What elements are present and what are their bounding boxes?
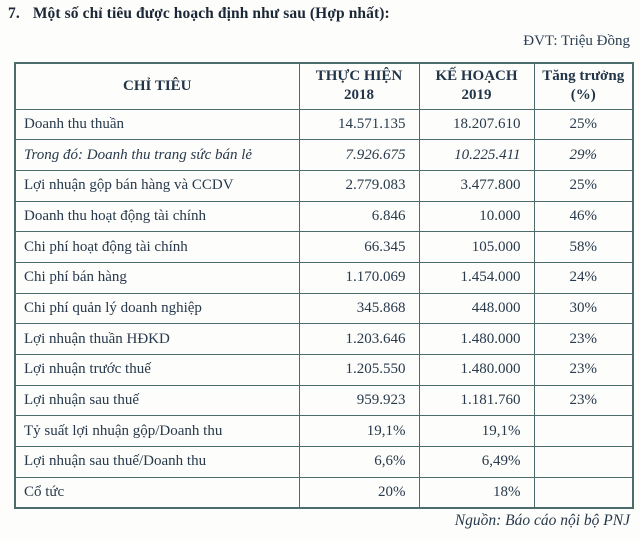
source-note: Nguồn: Báo cáo nội bộ PNJ bbox=[454, 512, 630, 529]
section-heading bbox=[8, 5, 632, 23]
plan-2019-cell: 1.480.000 bbox=[419, 324, 534, 355]
table-row bbox=[15, 262, 633, 293]
actual-2018-cell: 19,1% bbox=[299, 416, 419, 447]
plan-2019-cell: 3.477.800 bbox=[419, 170, 534, 201]
table-row bbox=[15, 140, 633, 171]
row-label: Chi phí bán hàng bbox=[15, 262, 299, 293]
table-row bbox=[15, 355, 633, 386]
row-label: Lợi nhuận sau thuế/Doanh thu bbox=[15, 447, 299, 478]
growth-cell: 25% bbox=[534, 170, 633, 201]
column-header-chi-tieu bbox=[15, 63, 299, 109]
column-header-label: Tăng trưởng bbox=[542, 67, 625, 84]
row-label: Lợi nhuận thuần HĐKD bbox=[15, 324, 299, 355]
plan-2019-cell: 1.480.000 bbox=[419, 355, 534, 386]
plan-2019-cell: 10.225.411 bbox=[419, 140, 534, 171]
actual-2018-cell: 2.779.083 bbox=[299, 170, 419, 201]
plan-2019-cell: 1.454.000 bbox=[419, 262, 534, 293]
column-header-label: THỰC HIỆN bbox=[315, 67, 403, 84]
header-row bbox=[15, 63, 633, 109]
table-row bbox=[15, 293, 633, 324]
table-row bbox=[15, 232, 633, 263]
table-row bbox=[15, 447, 633, 478]
table-row bbox=[15, 201, 633, 232]
growth-cell bbox=[534, 416, 633, 447]
column-header-tang-truong bbox=[534, 63, 633, 109]
row-label: Lợi nhuận sau thuế bbox=[15, 385, 299, 416]
actual-2018-cell: 6.846 bbox=[299, 201, 419, 232]
actual-2018-cell: 1.170.069 bbox=[299, 262, 419, 293]
row-label: Trong đó: Doanh thu trang sức bán lẻ bbox=[15, 140, 299, 171]
growth-cell: 46% bbox=[534, 201, 633, 232]
column-header-ke-hoach-2019 bbox=[419, 63, 534, 109]
column-header-sublabel: 2019 bbox=[461, 87, 492, 104]
plan-2019-cell: 19,1% bbox=[419, 416, 534, 447]
growth-cell: 29% bbox=[534, 140, 633, 171]
growth-cell: 23% bbox=[534, 355, 633, 386]
plan-2019-cell: 18.207.610 bbox=[419, 109, 534, 140]
table-row bbox=[15, 416, 633, 447]
actual-2018-cell: 6,6% bbox=[299, 447, 419, 478]
actual-2018-cell: 1.203.646 bbox=[299, 324, 419, 355]
actual-2018-cell: 20% bbox=[299, 477, 419, 508]
table-row bbox=[15, 385, 633, 416]
page-title: Một số chỉ tiêu được hoạch định như sau (Hợp nhất): bbox=[32, 5, 390, 22]
column-header-label: KẾ HOẠCH bbox=[435, 67, 518, 84]
growth-cell: 23% bbox=[534, 324, 633, 355]
row-label: Chi phí quản lý doanh nghiệp bbox=[15, 293, 299, 324]
row-label: Doanh thu hoạt động tài chính bbox=[15, 201, 299, 232]
table-row bbox=[15, 109, 633, 140]
table-row bbox=[15, 477, 633, 508]
actual-2018-cell: 14.571.135 bbox=[299, 109, 419, 140]
actual-2018-cell: 1.205.550 bbox=[299, 355, 419, 386]
row-label: Lợi nhuận gộp bán hàng và CCDV bbox=[15, 170, 299, 201]
plan-2019-cell: 1.181.760 bbox=[419, 385, 534, 416]
growth-cell: 25% bbox=[534, 109, 633, 140]
plan-2019-cell: 6,49% bbox=[419, 447, 534, 478]
column-header-label: CHỈ TIÊU bbox=[123, 77, 192, 94]
actual-2018-cell: 959.923 bbox=[299, 385, 419, 416]
row-label: Chi phí hoạt động tài chính bbox=[15, 232, 299, 263]
row-label: Lợi nhuận trước thuế bbox=[15, 355, 299, 386]
table-row bbox=[15, 170, 633, 201]
growth-cell: 58% bbox=[534, 232, 633, 263]
actual-2018-cell: 345.868 bbox=[299, 293, 419, 324]
actual-2018-cell: 66.345 bbox=[299, 232, 419, 263]
column-header-thuc-hien-2018 bbox=[299, 63, 419, 109]
planning-targets-table bbox=[14, 62, 634, 509]
growth-cell bbox=[534, 447, 633, 478]
row-label: Cổ tức bbox=[15, 477, 299, 508]
plan-2019-cell: 10.000 bbox=[419, 201, 534, 232]
unit-label: ĐVT: Triệu Đồng bbox=[523, 33, 630, 49]
table-row bbox=[15, 324, 633, 355]
growth-cell: 24% bbox=[534, 262, 633, 293]
row-label: Doanh thu thuần bbox=[15, 109, 299, 140]
growth-cell: 23% bbox=[534, 385, 633, 416]
row-label: Tỷ suất lợi nhuận gộp/Doanh thu bbox=[15, 416, 299, 447]
column-header-sublabel: 2018 bbox=[344, 87, 374, 104]
growth-cell: 30% bbox=[534, 293, 633, 324]
plan-2019-cell: 448.000 bbox=[419, 293, 534, 324]
section-number: 7. bbox=[8, 5, 20, 22]
actual-2018-cell: 7.926.675 bbox=[299, 140, 419, 171]
column-header-sublabel: (%) bbox=[570, 87, 596, 104]
plan-2019-cell: 18% bbox=[419, 477, 534, 508]
plan-2019-cell: 105.000 bbox=[419, 232, 534, 263]
growth-cell bbox=[534, 477, 633, 508]
